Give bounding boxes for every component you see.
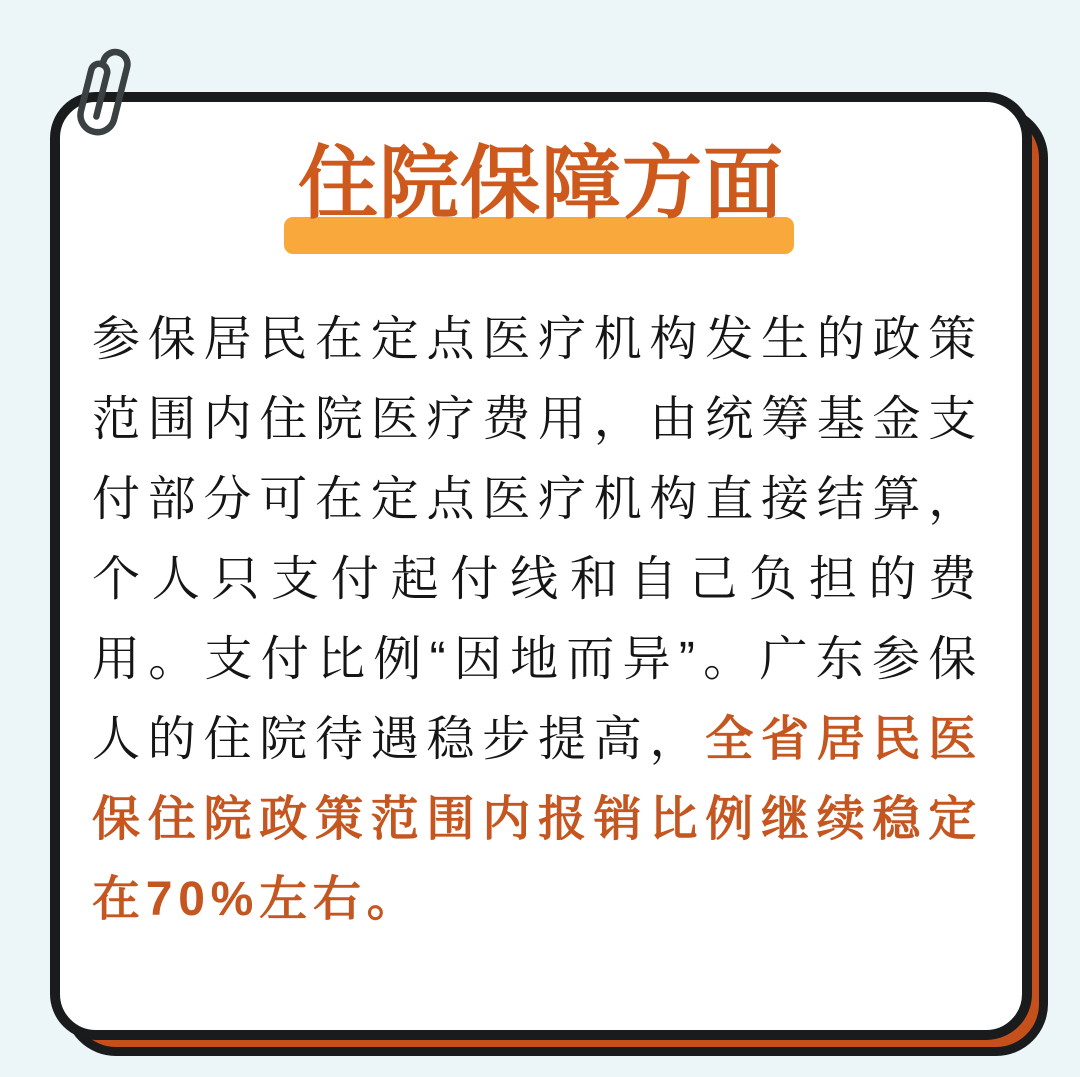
title-row (60, 139, 1022, 228)
note-card (50, 92, 1032, 1040)
body-text-plain: 参保居民在定点医疗机构发生的政策范围内住院医疗费用，由统筹基金支付部分可在定点医疗机构直接结算，个人只支付起付线和自己负担的费用。支付比例“因地而异”。广东参保人的住院待遇稳步提高， (92, 313, 982, 766)
page-title-text: 住院保障方面 (298, 139, 784, 228)
note-card-content (60, 102, 1022, 1030)
body-paragraph (60, 300, 1022, 940)
body-text-emphasis: 全省居民医保住院政策范围内报销比例继续稳定在70%左右。 (92, 713, 982, 926)
page-title (298, 139, 784, 228)
